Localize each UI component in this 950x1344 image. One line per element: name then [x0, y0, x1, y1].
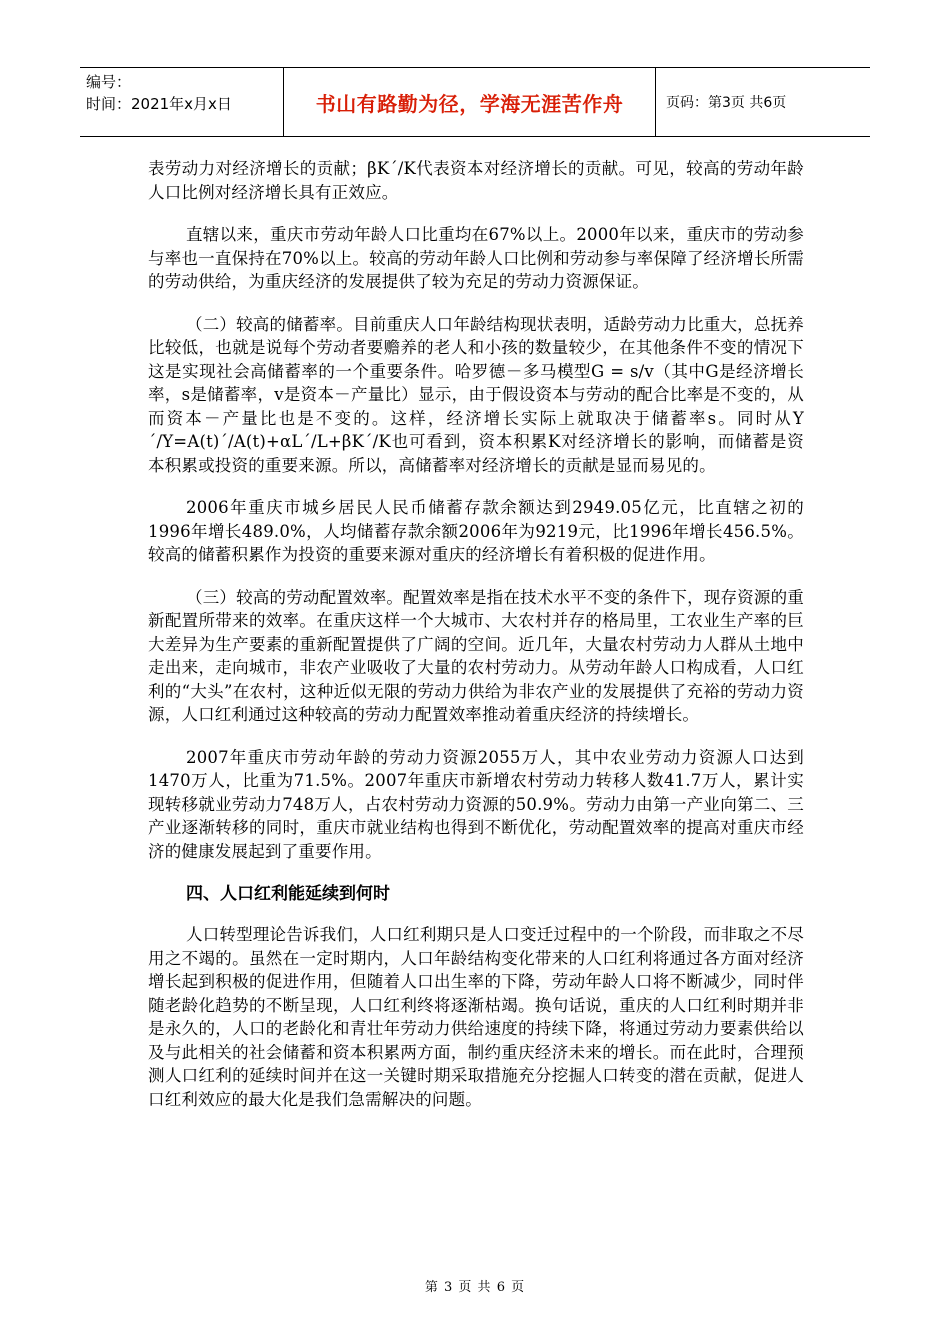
paragraph-5: （三）较高的劳动配置效率。配置效率是指在技术水平不变的条件下，现存资源的重新配置所带来的效率。在重庆这样一个大城市、大农村并存的格局里，工农业生产率的巨大差异为生产要素的重新配置提供了广阔的空间。近几年，大量农村劳动力人群从土地中走出来，走向城市，非农产业吸收了大量的农村劳动力。从劳动年龄人口构成看，人口红利的“大头”在农村，这种近似无限的劳动力供给为非农产业的发展提供了充裕的劳动力资源，人口红利通过这种较高的劳动力配置效率推动着重庆经济的持续增长。 [148, 587, 804, 724]
paragraph-6: 2007年重庆市劳动年龄的劳动力资源2055万人，其中农业劳动力资源人口达到1470万人，比重为71.5%。2007年重庆市新增农村劳动力转移人数41.7万人，累计实现转移就业劳动力748万人，占农村劳动力资源的50.9%。劳动力由第一产业向第二、三产业逐渐转移的同时，重庆市就业结构也得到不断优化，劳动配置效率的提高对重庆市经济的健康发展起到了重要作用。 [148, 747, 804, 861]
paragraph-3: （二）较高的储蓄率。目前重庆人口年龄结构现状表明，适龄劳动力比重大，总抚养比较低，也就是说每个劳动者要赡养的老人和小孩的数量较少，在其他条件不变的情况下这是实现社会高储蓄率的一个重要条件。哈罗德－多马模型G = s/v（其中G是经济增长率，s是储蓄率，v是资本－产量比）显示，由于假设资本与劳动的配合比率是不变的，从而资本－产量比也是不变的。这样，经济增长实际上就取决于储蓄率s。同时从Y´/Y=A(t)´/A(t)+αL´/L+βK´/K也可看到，资本积累K对经济增长的影响，而储蓄是资本积累或投资的重要来源。所以，高储蓄率对经济增长的贡献是显而易见的。 [148, 314, 804, 475]
document-body [148, 157, 804, 1130]
paragraph-4: 2006年重庆市城乡居民人民币储蓄存款余额达到2949.05亿元，比直辖之初的1996年增长489.0%，人均储蓄存款余额2006年为9219元，比1996年增长456.5%。较高的储蓄积累作为投资的重要来源对重庆的经济增长有着积极的促进作用。 [148, 498, 804, 564]
document-date-label: 时间：2021年x月x日 [86, 95, 232, 113]
page-footer: 第 3 页 共 6 页 [424, 1280, 526, 1295]
header-page-info: 页码：第3页 共6页 [666, 95, 787, 111]
paragraph-1: 表劳动力对经济增长的贡献；βK´/K代表资本对经济增长的贡献。可见，较高的劳动年龄人口比例对经济增长具有正效应。 [148, 159, 804, 202]
section-heading-4: 四、人口红利能延续到何时 [186, 884, 390, 904]
document-number-label: 编号： [86, 73, 132, 91]
header-motto: 书山有路勤为径，学海无涯苦作舟 [284, 68, 656, 136]
page-header [80, 67, 870, 137]
paragraph-7: 人口转型理论告诉我们，人口红利期只是人口变迁过程中的一个阶段，而非取之不尽用之不竭的。虽然在一定时期内，人口年龄结构变化带来的人口红利将通过各方面对经济增长起到积极的促进作用，但随着人口出生率的下降，劳动年龄人口将不断减少，同时伴随老龄化趋势的不断呈现，人口红利终将逐渐枯竭。换句话说，重庆的人口红利时期并非是永久的，人口的老龄化和青壮年劳动力供给速度的持续下降，将通过劳动力要素供给以及与此相关的社会储蓄和资本积累两方面，制约重庆经济未来的增长。而在此时，合理预测人口红利的延续时间并在这一关键时期采取措施充分挖掘人口转变的潜在贡献，促进人口红利效应的最大化是我们急需解决的问题。 [148, 925, 804, 1109]
header-meta [80, 68, 284, 136]
paragraph-2: 直辖以来，重庆市劳动年龄人口比重均在67%以上。2000年以来，重庆市的劳动参与率也一直保持在70%以上。较高的劳动年龄人口比例和劳动参与率保障了经济增长所需的劳动供给，为重庆经济的发展提供了较为充足的劳动力资源保证。 [148, 225, 804, 291]
